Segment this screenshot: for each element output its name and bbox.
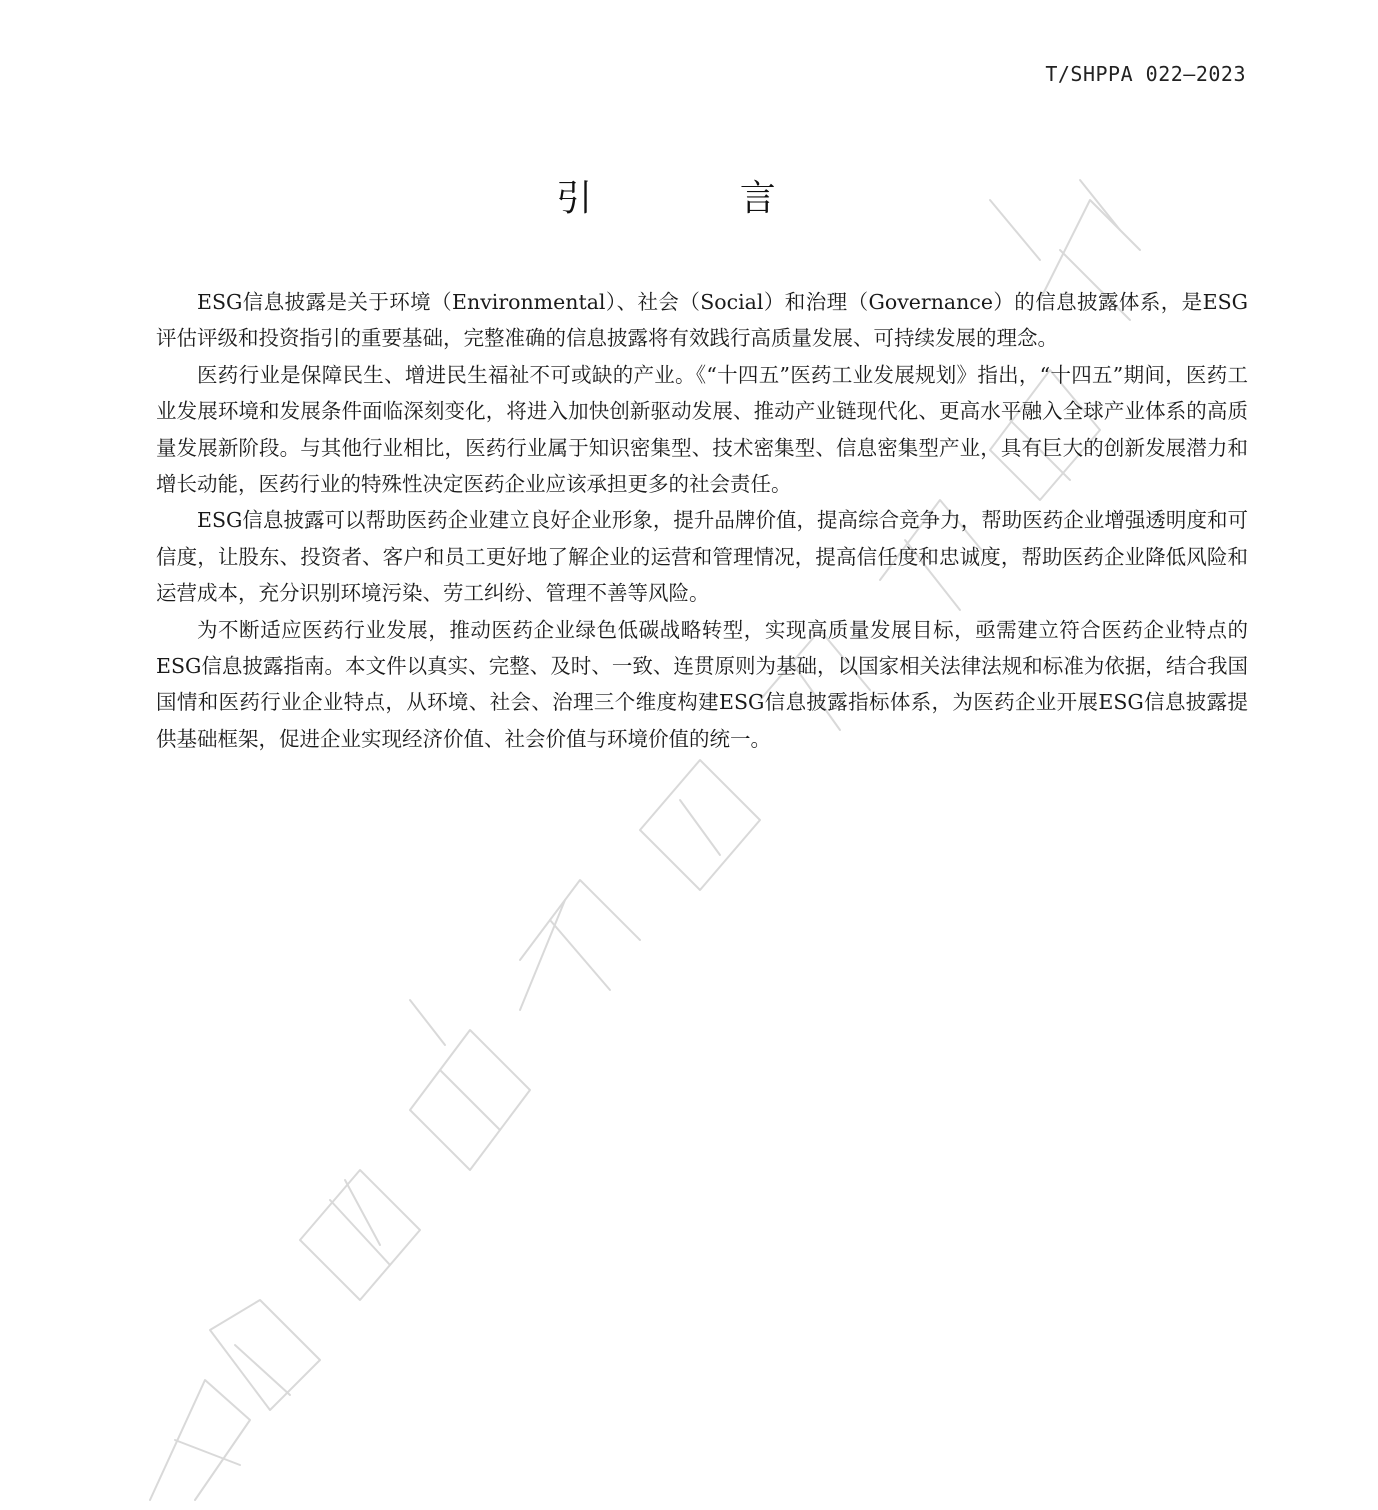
- page-title: 引 言: [556, 178, 844, 219]
- introduction-body: [156, 284, 1248, 757]
- paragraph: 为不断适应医药行业发展，推动医药企业绿色低碳战略转型，实现高质量发展目标，亟需建立符合医药企业特点的ESG信息披露指南。本文件以真实、完整、及时、一致、连贯原则为基础，以国家相关法律法规和标准为依据，结合我国国情和医药行业企业特点，从环境、社会、治理三个维度构建ESG信息披露指标体系，为医药企业开展ESG信息披露提供基础框架，促进企业实现经济价值、社会价值与环境价值的统一。: [156, 617, 1248, 751]
- document-number: T/SHPPA 022—2023: [1045, 62, 1246, 86]
- paragraph: ESG信息披露可以帮助医药企业建立良好企业形象，提升品牌价值，提高综合竞争力，帮助医药企业增强透明度和可信度，让股东、投资者、客户和员工更好地了解企业的运营和管理情况，提高信任度和忠诚度，帮助医药企业降低风险和运营成本，充分识别环境污染、劳工纠纷、管理不善等风险。: [156, 508, 1248, 606]
- paragraph: ESG信息披露是关于环境（Environmental）、社会（Social）和治理（Governance）的信息披露体系，是ESG评估评级和投资指引的重要基础，完整准确的信息披露将有效践行高质量发展、可持续发展的理念。: [156, 290, 1248, 351]
- paragraph: 医药行业是保障民生、增进民生福祉不可或缺的产业。《“十四五”医药工业发展规划》指出，“十四五”期间，医药工业发展环境和发展条件面临深刻变化，将进入加快创新驱动发展、推动产业链现代化、更高水平融入全球产业体系的高质量发展新阶段。与其他行业相比，医药行业属于知识密集型、技术密集型、信息密集型产业，具有巨大的创新发展潜力和增长动能，医药行业的特殊性决定医药企业应该承担更多的社会责任。: [156, 362, 1248, 497]
